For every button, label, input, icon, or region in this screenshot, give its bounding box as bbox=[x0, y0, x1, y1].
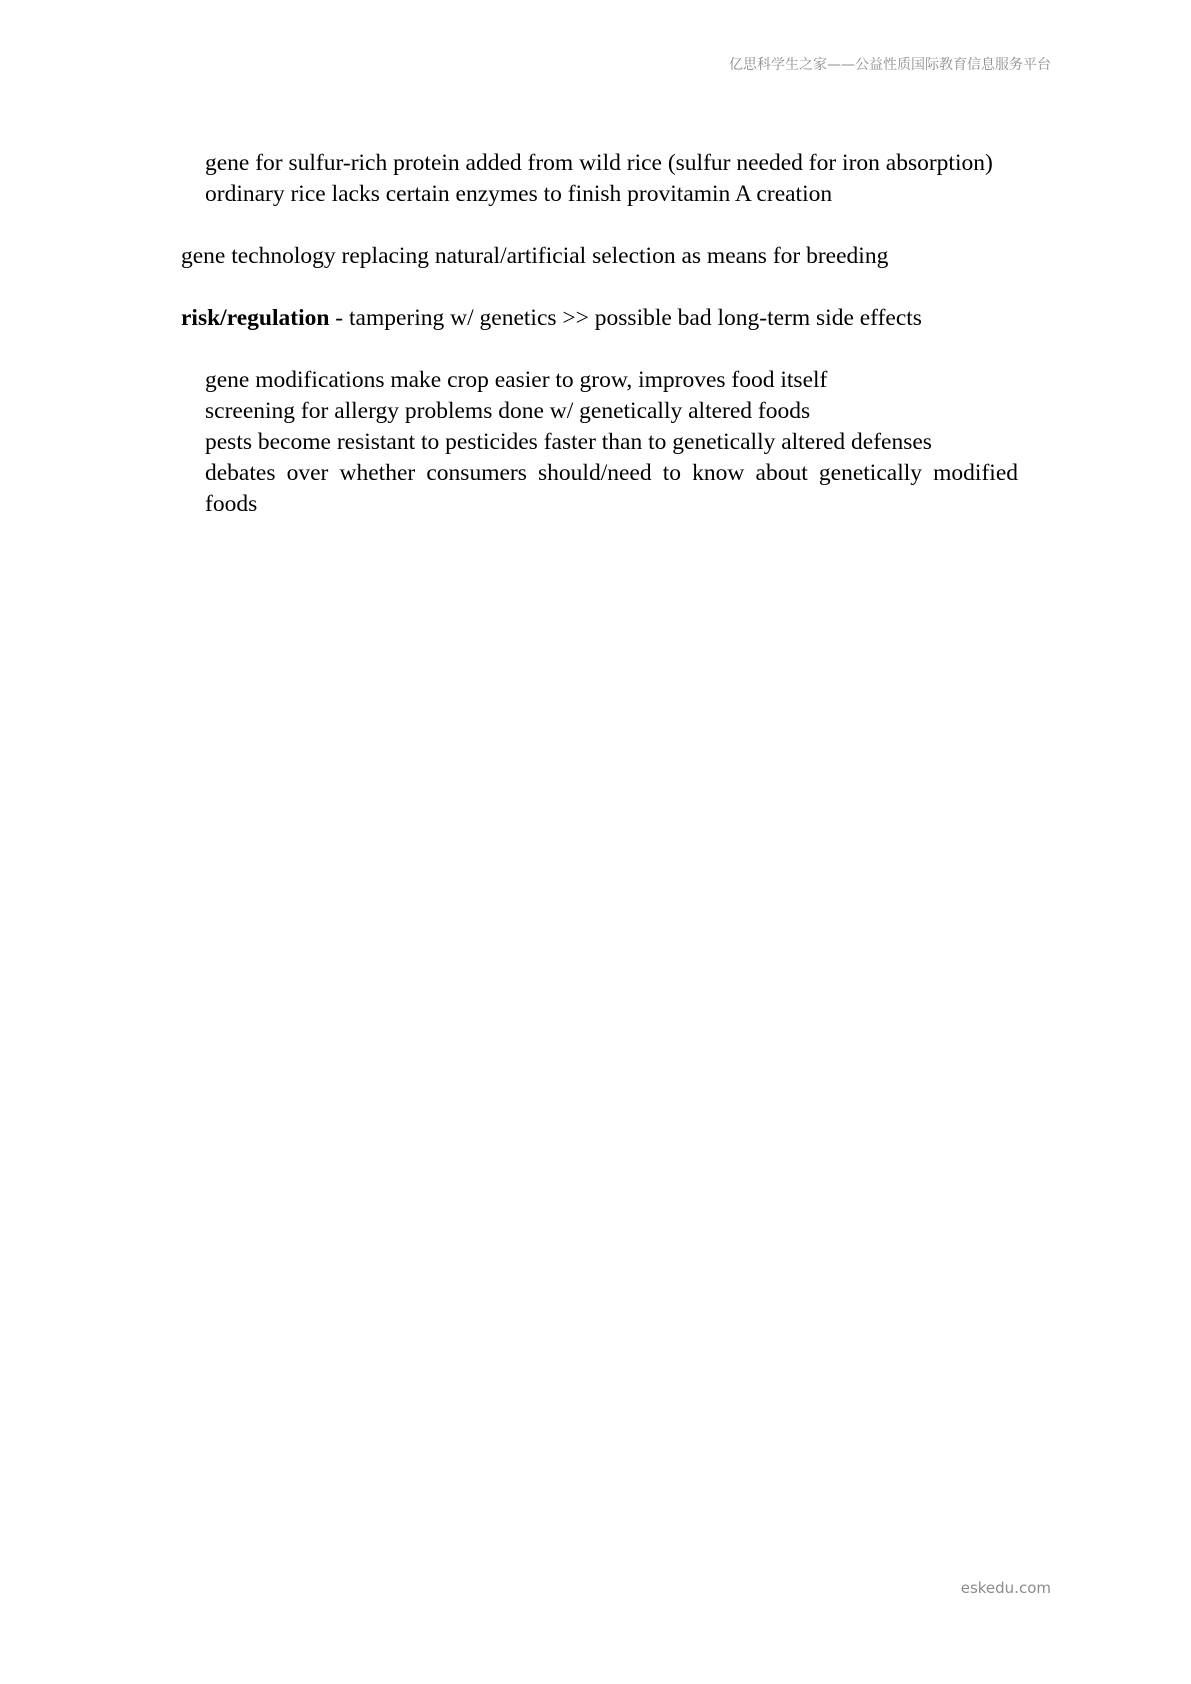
note-line: ordinary rice lacks certain enzymes to finish provitamin A creation bbox=[205, 181, 833, 207]
note-line: debates over whether consumers should/need to know about genetically modified foods bbox=[205, 460, 1018, 517]
note-line: screening for allergy problems done w/ genetically altered foods bbox=[205, 398, 811, 424]
note-line: pests become resistant to pesticides faster than to genetically altered defenses bbox=[205, 429, 932, 455]
section-heading-line bbox=[181, 303, 1018, 334]
note-paragraph: gene technology replacing natural/artificial selection as means for breeding bbox=[181, 243, 889, 269]
page-header: 亿思科学生之家——公益性质国际教育信息服务平台 bbox=[729, 57, 1051, 73]
section-description: - tampering w/ genetics >> possible bad long-term side effects bbox=[329, 305, 922, 331]
paragraph-gap bbox=[181, 210, 1018, 241]
note-line: gene modifications make crop easier to grow, improves food itself bbox=[205, 367, 828, 393]
document-body bbox=[181, 148, 1018, 520]
paragraph-gap bbox=[181, 272, 1018, 303]
note-line: gene for sulfur-rich protein added from wild rice (sulfur needed for iron absorption) bbox=[205, 150, 993, 176]
page-footer: eskedu.com bbox=[960, 1579, 1051, 1597]
paragraph-gap bbox=[181, 334, 1018, 365]
section-term: risk/regulation bbox=[181, 305, 330, 331]
